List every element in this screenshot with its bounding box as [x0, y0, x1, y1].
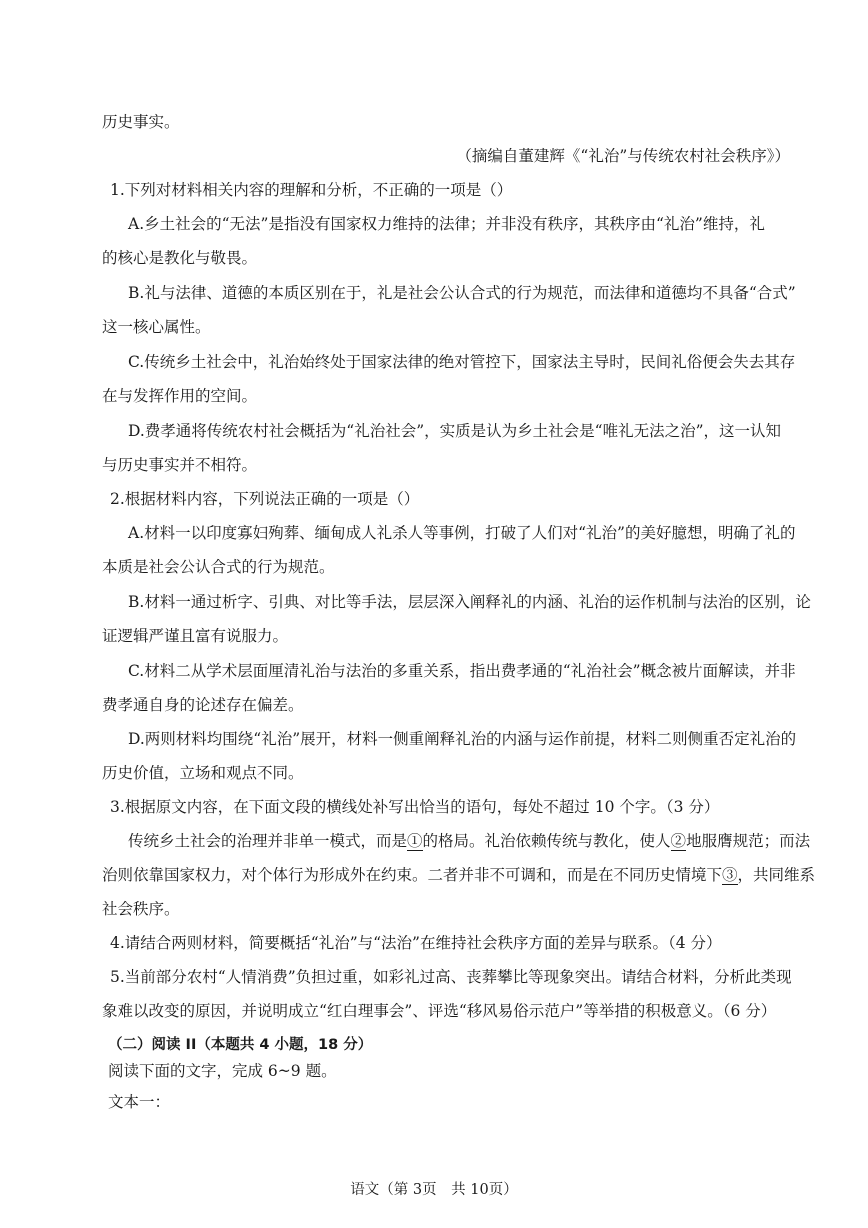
blank-3[interactable]: ③ — [722, 866, 738, 884]
section-heading: （二）阅读 II（本题共 4 小题，18 分） — [108, 1037, 373, 1053]
option-c-line-1: C.传统乡土社会中，礼治始终处于国家法律的绝对管控下，国家法主导时，民间礼俗便会失去其存 — [128, 353, 796, 371]
text-one-label: 文本一： — [108, 1093, 171, 1111]
page-footer: 语文（第 3页 共 10页） — [350, 1182, 518, 1198]
question-5-line-1: 5.当前部分农村“人情消费”负担过重，如彩礼过高、丧葬攀比等现象突出。请结合材料，分析此类现 — [110, 968, 792, 986]
fill-passage-line-3: 社会秩序。 — [102, 900, 180, 918]
reading-instruction: 阅读下面的文字，完成 6~9 题。 — [108, 1062, 337, 1080]
option-c-line-1: C.材料二从学术层面厘清礼治与法治的多重关系，指出费孝通的“礼治社会”概念被片面解读，并非 — [128, 662, 796, 680]
option-a-line-2: 的核心是教化与敬畏。 — [102, 249, 258, 267]
question-stem: 1.下列对材料相关内容的理解和分析，不正确的一项是（） — [110, 181, 513, 199]
option-a-line-1: A.材料一以印度寡妇殉葬、缅甸成人礼杀人等事例，打破了人们对“礼治”的美好臆想，明确了礼的 — [128, 524, 796, 542]
option-b-line-1: B.材料一通过析字、引典、对比等手法，层层深入阐释礼的内涵、礼治的运作机制与法治的区别，论 — [128, 593, 811, 611]
option-c-line-2: 费孝通自身的论述存在偏差。 — [102, 696, 304, 714]
option-b-line-2: 证逻辑严谨且富有说服力。 — [102, 627, 289, 645]
source-citation: （摘编自董建辉《“礼治”与传统农村社会秩序》） — [456, 147, 790, 165]
option-a-line-2: 本质是社会公认合式的行为规范。 — [102, 558, 335, 576]
question-stem: 2.根据材料内容，下列说法正确的一项是（） — [110, 490, 420, 508]
question-5-line-2: 象难以改变的原因，并说明成立“红白理事会”、评选“移风易俗示范户”等举措的积极意义。（6 分） — [102, 1002, 777, 1020]
option-c-line-2: 在与发挥作用的空间。 — [102, 387, 258, 405]
option-d-line-1: D.费孝通将传统农村社会概括为“礼治社会”，实质是认为乡土社会是“唯礼无法之治”，这一认知 — [128, 422, 782, 440]
option-b-line-2: 这一核心属性。 — [102, 318, 211, 336]
fill-passage-line-1: 传统乡土社会的治理并非单一模式，而是①的格局。礼治依赖传统与教化，使人②地服膺规范；而法 — [128, 832, 811, 850]
fill-passage-line-2: 治则依靠国家权力，对个体行为形成外在约束。二者并非不可调和，而是在不同历史情境下③，共同维系 — [102, 866, 816, 884]
blank-2[interactable]: ② — [670, 832, 687, 850]
blank-1[interactable]: ① — [407, 832, 423, 850]
option-d-line-1: D.两则材料均围绕“礼治”展开，材料一侧重阐释礼治的内涵与运作前提，材料二则侧重否定礼治的 — [128, 730, 797, 748]
previous-paragraph-tail: 历史事实。 — [102, 113, 180, 131]
option-a-line-1: A.乡土社会的“无法”是指没有国家权力维持的法律；并非没有秩序，其秩序由“礼治”维持，礼 — [128, 215, 765, 233]
option-d-line-2: 历史价值，立场和观点不同。 — [102, 764, 304, 782]
question-4: 4.请结合两则材料，简要概括“礼治”与“法治”在维持社会秩序方面的差异与联系。（4 分） — [110, 934, 722, 952]
option-b-line-1: B.礼与法律、道德的本质区别在于，礼是社会公认合式的行为规范，而法律和道德均不具备“合式” — [128, 284, 796, 302]
option-d-line-2: 与历史事实并不相符。 — [102, 456, 258, 474]
question-stem: 3.根据原文内容，在下面文段的横线处补写出恰当的语句，每处不超过 10 个字。（3 分） — [110, 798, 720, 816]
